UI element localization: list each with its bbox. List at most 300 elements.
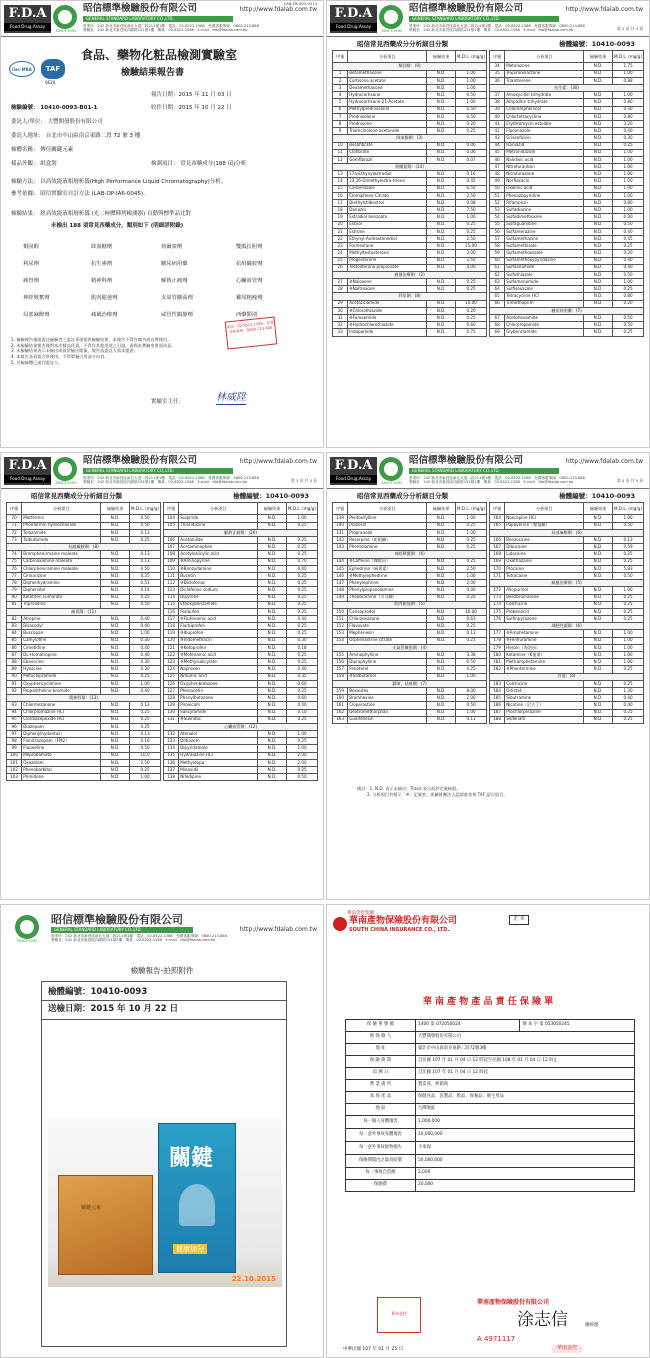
table-cell: 121 (164, 644, 179, 651)
table-row (7, 673, 161, 680)
table-header (490, 503, 644, 515)
table-cell: Sulfinpyrazone (505, 616, 584, 623)
table-row (490, 77, 644, 84)
table-cell: Naproxen (179, 666, 258, 673)
table-cell: Colchicine (505, 680, 584, 687)
table-cell: Dextromethorphan (348, 709, 427, 716)
table-row (490, 271, 644, 278)
table-cell: 0.50 (456, 185, 487, 192)
table-cell: N.D. (427, 149, 456, 156)
table-cell: 0.25 (613, 551, 644, 558)
table-cell: 0.25 (287, 738, 318, 745)
table-cell: N.D. (258, 767, 287, 774)
table-cell: 1.00 (130, 680, 161, 687)
table-cell: 0.60 (287, 680, 318, 687)
table-cell: N.D. (101, 551, 130, 558)
insurance-policy-page (326, 904, 650, 1358)
table-cell: 149 (333, 594, 348, 601)
company-website[interactable]: http://www.fdalab.com.tw (239, 6, 317, 13)
table-cell: Oxyphenbutazone (179, 680, 258, 687)
table-cell: N.D. (584, 522, 613, 529)
table-cell: Bexautes (348, 687, 427, 694)
table-cell: 1.00 (613, 587, 644, 594)
table-cell: 1.00 (613, 644, 644, 651)
table-cell: N.D. (427, 522, 456, 529)
table-cell: DL-Homatropine (22, 652, 101, 659)
table-cell: N.D. (427, 329, 456, 336)
group-header: 抗組織胺劑：(8) (7, 544, 161, 551)
table-cell: Triamterene (505, 77, 584, 84)
table-row (490, 171, 644, 178)
table-cell: 0.25 (287, 551, 318, 558)
table-cell: Atenolol (179, 731, 258, 738)
table-cell: 2.00 (287, 759, 318, 766)
table-row (333, 106, 487, 113)
table-cell: Theobromine（可可鹼） (348, 594, 427, 601)
table-cell: 0.25 (287, 587, 318, 594)
table-cell: ※Chlorothiazide (348, 307, 427, 314)
table-cell: 79 (7, 587, 22, 594)
table-cell: N.D. (427, 300, 456, 307)
table-row (333, 529, 487, 536)
column-header: M.D.L. (mg/g) (456, 51, 487, 63)
table-cell: 11 (333, 149, 348, 156)
table-row (333, 702, 487, 709)
test-result-2: 未檢出 188 項常見西藥成分，類別如下 (明細詳附錄) (51, 223, 184, 229)
table-cell: Dipyridamole (179, 745, 258, 752)
table-cell: Glybenclamide (505, 329, 584, 336)
table-cell: 9 (333, 128, 348, 135)
table-cell: 0.50 (287, 774, 318, 781)
table-cell: 0.25 (287, 687, 318, 694)
table-cell: 187 (490, 709, 505, 716)
table-cell: N.D. (427, 315, 456, 322)
group-header: 糖尿病用藥：(7) (490, 307, 644, 314)
table-cell: 1.00 (613, 149, 644, 156)
table-cell: Bromphenirmaine maleate (22, 551, 101, 558)
table-cell: 0.45 (613, 235, 644, 242)
table-cell: Isoniazid (505, 142, 584, 149)
table-row (7, 565, 161, 572)
table-cell: Phenylbutazone (179, 695, 258, 702)
table-cell: 1.00 (613, 207, 644, 214)
table-row (490, 565, 644, 572)
table-cell: N.D. (584, 120, 613, 127)
table-cell: Prednisone (348, 120, 427, 127)
table-cell: 46 (490, 156, 505, 163)
table-cell: N.D. (427, 171, 456, 178)
drug-table-left (332, 502, 487, 723)
table-cell: N.D. (427, 587, 456, 594)
table-cell: N.D. (427, 228, 456, 235)
table-cell: ※Methylsalicylate (179, 659, 258, 666)
appendix-title: 昭信常見西藥成分分析細目分類 (31, 492, 122, 500)
table-cell: N.D. (584, 695, 613, 702)
table-cell: N.D. (584, 156, 613, 163)
table-cell: N.D. (258, 695, 287, 702)
table-row (333, 286, 487, 293)
policy-label: 每一意外事故身體傷害 (346, 1129, 416, 1142)
table-cell: 118 (164, 623, 179, 630)
table-cell: 155 (333, 652, 348, 659)
table-cell: Oxolinic acid (505, 185, 584, 192)
table-cell: N.D. (427, 666, 456, 673)
column-header: 分析項目 (348, 51, 427, 63)
letterhead: F.D.A Food.Drug.Assay SINCE1992 昭信標準檢驗股份有限公司 GENERAL STANDARD LABORATORY CO.,LTD. 營業所：242 新北市新莊區新北大道二段211號1樓 電話：02-8522-1588 免費客服專線：0800-213-888 實驗室：242 新北市新莊區四維路151號1樓 傳真：02-8522-1586 E-mail：fda@fdalab.com.tw http://www.fdalab.com.tw 第 3 頁 共 4 頁 (1, 453, 323, 489)
table-row (164, 515, 318, 522)
table-row (333, 92, 487, 99)
table-row (333, 307, 487, 314)
table-cell: Sulfisoxazole (505, 286, 584, 293)
table-cell: N.D. (427, 630, 456, 637)
table-cell: Diphenhydramine (22, 580, 101, 587)
policy-serial: A 4971117 (477, 1335, 516, 1343)
table-row (7, 616, 161, 623)
table-row (490, 113, 644, 120)
table-cell: 47 (490, 164, 505, 171)
table-cell: N.D. (584, 286, 613, 293)
table-row (333, 200, 487, 207)
table-cell: Chlorzoxazone (348, 616, 427, 623)
table-cell: N.D. (584, 329, 613, 336)
table-cell: 173 (490, 594, 505, 601)
table-cell: N.D. (427, 659, 456, 666)
table-cell: N.D. (427, 192, 456, 199)
table-cell: 81 (7, 601, 22, 608)
table-row (333, 687, 487, 694)
table-cell: N.D. (584, 92, 613, 99)
table-cell: N.D. (584, 106, 613, 113)
letterhead: F.D.A Food.Drug.Assay SINCE1992 昭信標準檢驗股份有限公司 GENERAL STANDARD LABORATORY CO.,LTD. 營業所：242 新北市新莊區新北大道二段211號1樓 電話：02-8522-1588 免費客服專線：0800-213-888 實驗室：242 新北市新莊區四維路151號1樓 傳真：02-8522-1586 E-mail：fda@fdalab.com.tw http://www.fdalab.com.tw 第 4 頁 共 4 頁 (327, 453, 649, 489)
table-row (490, 623, 644, 630)
table-cell: N.D. (584, 128, 613, 135)
table-cell: N.D. (584, 63, 613, 70)
table-cell: 93 (7, 702, 22, 709)
table-cell: 158 (333, 673, 348, 680)
column-header: 序號 (333, 503, 348, 515)
table-cell: 56 (490, 228, 505, 235)
table-cell: Cimetidine (22, 644, 101, 651)
table-cell: 23 (333, 243, 348, 250)
insurer-group: 華南金控集團 (347, 911, 374, 916)
table-cell: 1.00 (456, 709, 487, 716)
table-cell: 111 (164, 572, 179, 579)
policy-label: 保險費 (346, 1180, 416, 1192)
product-box-front: 關鍵 健康加分 (158, 1123, 236, 1273)
table-cell: 177 (490, 630, 505, 637)
table-cell: 16 (333, 192, 348, 199)
table-cell: 4.00 (456, 587, 487, 594)
table-cell: Pentoxifylline (348, 515, 427, 522)
drug-table-left (332, 50, 487, 336)
table-row (333, 257, 487, 264)
table-row (164, 522, 318, 529)
appendix-title: 昭信常見西藥成分分析細目分類 (357, 492, 448, 500)
table-cell: 49 (490, 178, 505, 185)
table-row (7, 731, 161, 738)
table-cell: 38 (490, 99, 505, 106)
table-row (490, 673, 644, 680)
table-cell: N.D. (584, 235, 613, 242)
table-cell: 2.50 (456, 192, 487, 199)
table-cell: N.D. (427, 99, 456, 106)
table-row (333, 522, 487, 529)
table-cell: 0.50 (613, 522, 644, 529)
table-cell: 0.25 (130, 709, 161, 716)
table-cell: 183 (490, 680, 505, 687)
table-row (7, 738, 161, 745)
table-cell: Probenecid (505, 608, 584, 615)
table-row (490, 85, 644, 92)
table-cell: Dibucaine (505, 544, 584, 551)
table-row (7, 594, 161, 601)
table-cell: 161 (333, 702, 348, 709)
table-cell: 0.25 (287, 594, 318, 601)
table-cell: Tolbutamide (22, 537, 101, 544)
table-cell: 8 (333, 120, 348, 127)
table-row (7, 774, 161, 781)
table-row (333, 214, 487, 221)
table-cell: Hydrocortisone-21-Acetate (348, 99, 427, 106)
table-cell: Testosterone propionate (348, 264, 427, 271)
table-row (164, 687, 318, 694)
table-cell: 0.25 (287, 623, 318, 630)
receive-date: 收件日期：2015 年 10 月 22 日 (151, 105, 232, 111)
table-cell: Tetracycline HCl (505, 293, 584, 300)
table-cell: 65 (490, 293, 505, 300)
table-cell: 0.13 (613, 537, 644, 544)
policy-issue-date: 中華民國 107 年 01 月 25 日 (343, 1347, 404, 1352)
table-row (164, 652, 318, 659)
policy-row (346, 1092, 635, 1104)
table-cell: N.D. (427, 113, 456, 120)
table-cell: 102 (7, 767, 22, 774)
policy-label: 地 址 (346, 1044, 416, 1056)
table-cell: N.D. (584, 149, 613, 156)
table-cell: 156 (333, 659, 348, 666)
table-cell: N.D. (258, 687, 287, 694)
table-cell: 0.45 (456, 178, 487, 185)
table-cell: Phenylpropanolamine (348, 587, 427, 594)
table-row (164, 644, 318, 651)
table-cell: 0.25 (613, 616, 644, 623)
column-header: 序號 (7, 503, 22, 515)
table-cell: 0.30 (613, 135, 644, 142)
table-cell: N.D. (584, 709, 613, 716)
table-cell: 180 (490, 652, 505, 659)
table-cell: Trimethoprim (505, 300, 584, 307)
table-cell: Diphenylhydantoin (22, 731, 101, 738)
policy-row (346, 1129, 635, 1142)
table-cell: Phenazopyridine (505, 192, 584, 199)
table-cell: 115 (164, 601, 179, 608)
table-cell: N.D. (427, 307, 456, 314)
table-row (164, 702, 318, 709)
table-row (490, 250, 644, 257)
group-header: 心臟血管劑：(12) (164, 723, 318, 730)
table-cell: 1.00 (287, 731, 318, 738)
table-row (164, 608, 318, 615)
table-cell: 0.50 (130, 745, 161, 752)
table-cell: Betamethasone (348, 70, 427, 77)
table-cell: Guaifenesin (348, 716, 427, 723)
table-cell: 151 (333, 616, 348, 623)
table-cell: 2 (333, 77, 348, 84)
table-cell: 185 (490, 695, 505, 702)
table-cell: 1.30 (613, 687, 644, 694)
table-cell: N.D. (101, 702, 130, 709)
table-cell: 12 (333, 156, 348, 163)
table-cell: 0.25 (456, 286, 487, 293)
table-row (7, 702, 161, 709)
table-row (490, 680, 644, 687)
table-cell: Sulfamethizole (505, 243, 584, 250)
table-cell: N.D. (427, 264, 456, 271)
policy-label: 保險期間內之最高賠償 (346, 1155, 416, 1168)
table-cell: Sulfanilamide (505, 264, 584, 271)
table-cell: 0.06 (456, 149, 487, 156)
table-row (333, 271, 487, 278)
fda-logo: F.D.A Food.Drug.Assay (330, 5, 377, 33)
table-cell: 0.40 (613, 695, 644, 702)
table-cell: N.D. (584, 99, 613, 106)
table-cell: 0.25 (613, 286, 644, 293)
table-cell: 3.20 (613, 120, 644, 127)
table-cell: 83 (7, 623, 22, 630)
table-row (333, 207, 487, 214)
policy-label: 承 保 產 品 (346, 1092, 416, 1104)
table-cell: 1.00 (613, 70, 644, 77)
table-cell: Carbinoxamine maleate (22, 558, 101, 565)
appendix-title: 昭信常見西藥成分分析細目分類 (357, 40, 448, 48)
table-cell: 42 (490, 128, 505, 135)
table-cell: N.D. (584, 565, 613, 572)
table-row (333, 601, 487, 608)
table-cell: 127 (164, 687, 179, 694)
table-cell: Sulfamethoxazole (505, 250, 584, 257)
table-cell: Benzocaine (505, 537, 584, 544)
table-header (333, 503, 487, 515)
table-row (164, 572, 318, 579)
table-row (490, 178, 644, 185)
table-cell: 0.50 (456, 92, 487, 99)
table-row (333, 716, 487, 723)
table-row (333, 515, 487, 522)
table-cell: 0.13 (456, 716, 487, 723)
director-label: 實驗室主任： (151, 399, 185, 405)
table-row (164, 731, 318, 738)
table-cell: 35 (490, 70, 505, 77)
column-header: 檢驗結果 (101, 503, 130, 515)
table-cell: 0.25 (287, 544, 318, 551)
table-cell: 119 (164, 630, 179, 637)
table-cell: 186 (490, 702, 505, 709)
table-cell: 181 (490, 659, 505, 666)
table-cell: 2.00 (456, 695, 487, 702)
group-header: 神經興奮劑：(6) (333, 551, 487, 558)
table-cell: 0.20 (456, 594, 487, 601)
table-row (164, 601, 318, 608)
group-header: 痛胃劑：(11) (7, 608, 161, 615)
table-cell: N.D. (584, 113, 613, 120)
table-row (333, 666, 487, 673)
photo-attachment-page (0, 904, 324, 1358)
form-code: LAB-FR-300-0014 (283, 1, 317, 6)
table-cell: 0.40 (613, 128, 644, 135)
table-row (490, 135, 644, 142)
table-cell: 1.00 (613, 185, 644, 192)
table-row (490, 307, 644, 314)
table-cell: 0.30 (287, 637, 318, 644)
table-row (490, 544, 644, 551)
table-cell: 0.25 (287, 522, 318, 529)
table-header (333, 51, 487, 63)
table-cell: 0.25 (613, 666, 644, 673)
table-cell: 1.00 (456, 85, 487, 92)
table-cell: 0.40 (130, 687, 161, 694)
table-cell: 0.30 (613, 106, 644, 113)
table-cell: N.D. (258, 580, 287, 587)
table-cell: Bezafibrate (348, 142, 427, 149)
table-row (333, 228, 487, 235)
table-cell: N.D. (427, 702, 456, 709)
table-cell: 0.18 (287, 644, 318, 651)
table-row (333, 77, 487, 84)
table-cell: Diazepam (22, 723, 101, 730)
table-cell: 25 (333, 257, 348, 264)
table-row (333, 178, 487, 185)
column-header: 檢驗結果 (427, 503, 456, 515)
report-notes: 1. 檢驗報告僅就委託檢驗者之委託事項提供檢驗結果，本報告不得作廣告或宣傳使用。 2. 本檢驗結果報告僅對本次樣品負責，不得作其他用途之引證，需經本實驗室書面同意。 3. 未檢驗結果表示未檢出或低於檢出限量，報告依委託人需求提供。 4. 本報告各頁需合併使用，不得單獨引用部分內容。 5. 送檢檢體已退回委託人。 (11, 337, 176, 365)
table-cell: N.D. (258, 558, 287, 565)
table-cell: N.D. (101, 644, 130, 651)
table-cell: 77 (7, 572, 22, 579)
table-cell: Carisoprodol (348, 608, 427, 615)
appendix-notes: 備註：1. N.D. 表示未檢出；Trace 表示低於定量極限。 2. 分析項目有標示「※」記號者，係屬財團法人認證基金會 TAF 認可項目。 (357, 786, 508, 797)
table-cell: Ampicillin trihydrate (505, 99, 584, 106)
table-cell: N.D. (584, 616, 613, 623)
table-cell: 10.0 (130, 752, 161, 759)
table-cell: 163 (333, 716, 348, 723)
table-row (490, 630, 644, 637)
table-row (333, 709, 487, 716)
group-header: 痛風治療劑：(5) (490, 580, 644, 587)
table-cell: Tolazamide (22, 529, 101, 536)
table-cell: 5.83 (613, 565, 644, 572)
table-cell: 37 (490, 92, 505, 99)
table-row (164, 695, 318, 702)
policy-row (346, 1142, 635, 1155)
table-cell: 74 (7, 551, 22, 558)
table-cell: 85 (7, 637, 22, 644)
table-cell: 0.25 (130, 673, 161, 680)
table-cell: 0.25 (456, 522, 487, 529)
table-cell: 2.00 (287, 752, 318, 759)
group-header: 肌肉鬆弛劑：(5) (333, 601, 487, 608)
table-cell: Cloperastine (348, 702, 427, 709)
table-cell: 172 (490, 587, 505, 594)
table-cell: 0.50 (130, 601, 161, 608)
table-row (490, 529, 644, 536)
table-cell: Sibutramine (505, 695, 584, 702)
table-cell: N.D. (427, 616, 456, 623)
table-cell: 24 (333, 250, 348, 257)
column-header: M.D.L. (mg/g) (287, 503, 318, 515)
policy-value: 製造商、經銷商 (416, 1080, 635, 1092)
table-cell: ※Benzydamine (179, 565, 258, 572)
table-cell: Diltiazem (179, 738, 258, 745)
test-reference: 參考依據： 昭信實驗室自訂方法 (LAB-OP-IA6-0045)。 (11, 191, 149, 197)
